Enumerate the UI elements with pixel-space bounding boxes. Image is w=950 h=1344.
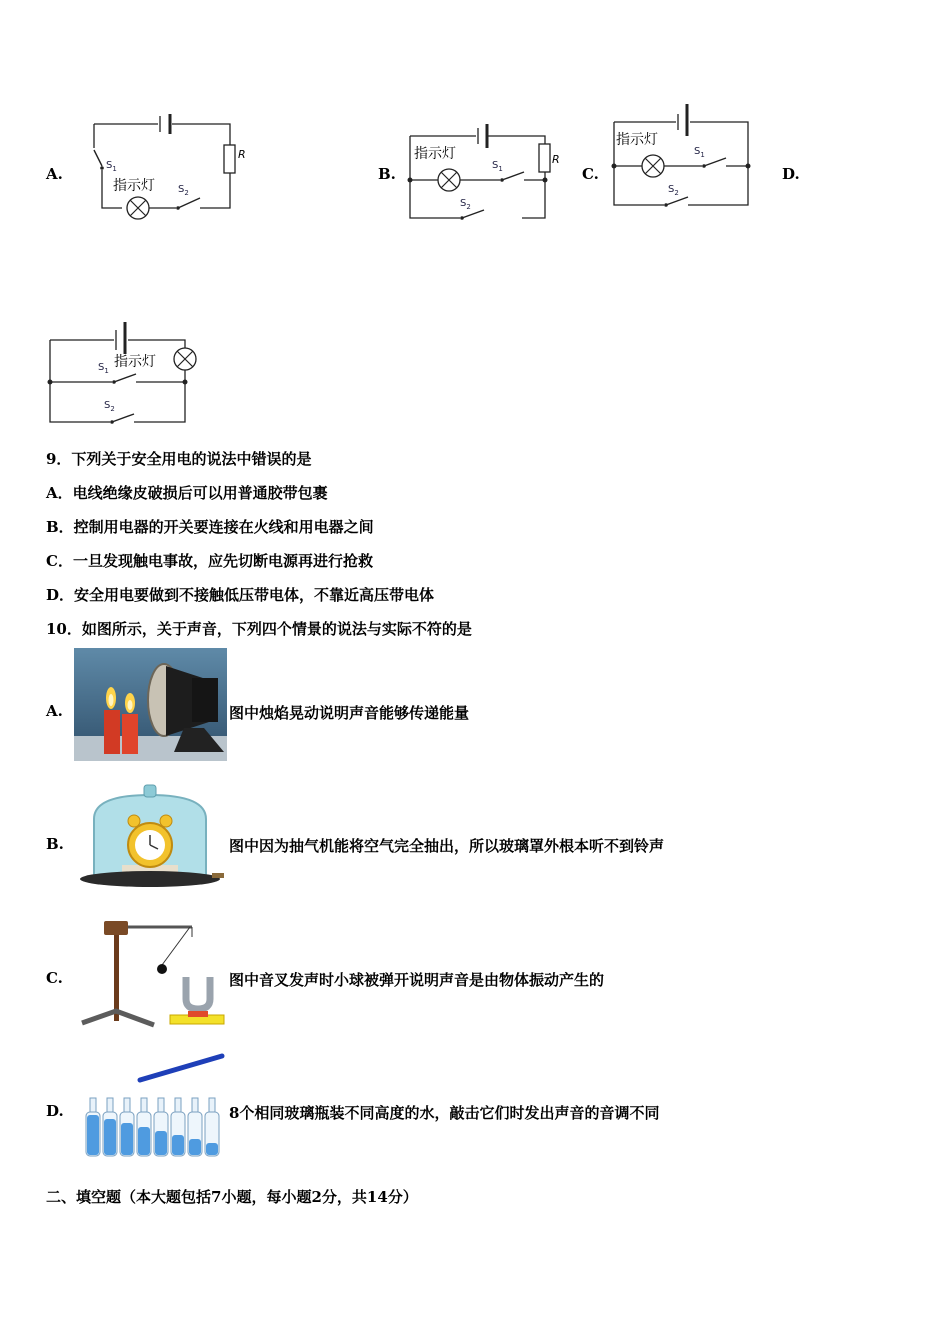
svg-text:S1: $S_1$ — [694, 146, 705, 159]
candles-speaker-image — [74, 648, 227, 761]
question-9-stem: 9．下列关于安全用电的说法中错误的是 — [46, 450, 312, 468]
question-10-option-c-text[interactable]: 图中音叉发声时小球被弹开说明声音是由物体振动产生的 — [229, 971, 605, 989]
svg-text:R: R — [552, 153, 560, 166]
question-10-option-b-label[interactable]: B. — [46, 835, 64, 853]
svg-text:指示灯: 指示灯 — [114, 354, 156, 370]
svg-text:S2: $S_2$ — [178, 184, 189, 197]
svg-text:R: R — [238, 148, 246, 161]
question-10-option-a-label[interactable]: A. — [46, 702, 63, 720]
question-10-option-c-label[interactable]: C. — [46, 969, 63, 987]
resistor-r — [539, 144, 550, 172]
section-2-title: 二、填空题（本大题包括7小题，每小题2分，共14分） — [46, 1188, 418, 1206]
switch-s2 — [666, 197, 688, 205]
svg-text:S2: $S_2$ — [668, 184, 679, 197]
svg-text:指示灯: 指示灯 — [414, 146, 456, 162]
switch-s2 — [178, 198, 200, 208]
circuit-diagram-c — [608, 100, 758, 215]
question-10-stem: 10．如图所示，关于声音，下列四个情景的说法与实际不符的是 — [46, 620, 472, 638]
question-10-option-b-text[interactable]: 图中因为抽气机能将空气完全抽出，所以玻璃罩外根本听不到铃声 — [229, 837, 665, 855]
svg-text:S1: $S_1$ — [98, 362, 109, 375]
question-9-option-b[interactable]: B．控制用电器的开关要连接在火线和用电器之间 — [46, 518, 374, 536]
circuit-diagram-b — [402, 118, 567, 228]
svg-text:S2: $S_2$ — [104, 400, 115, 413]
switch-s1 — [502, 172, 524, 180]
switch-s1 — [704, 158, 726, 166]
option-c-label[interactable]: C. — [582, 165, 599, 183]
option-b-label[interactable]: B. — [378, 165, 396, 183]
bell-jar-alarm-image — [74, 783, 227, 895]
switch-s2 — [112, 414, 134, 422]
svg-text:指示灯: 指示灯 — [113, 178, 155, 194]
switch-s2 — [462, 210, 484, 218]
question-9-option-c[interactable]: C．一旦发现触电事故，应先切断电源再进行抢救 — [46, 552, 373, 570]
switch-s1 — [94, 150, 102, 166]
switch-s1 — [114, 374, 136, 382]
svg-text:S2: $S_2$ — [460, 198, 471, 211]
circuit-diagram-d — [42, 318, 207, 428]
question-9-option-d[interactable]: D．安全用电要做到不接触低压带电体，不靠近高压带电体 — [46, 586, 435, 604]
question-10-option-d-label[interactable]: D. — [46, 1102, 64, 1120]
question-10-option-a-text[interactable]: 图中烛焰晃动说明声音能够传递能量 — [229, 704, 470, 722]
circuit-diagram-a — [80, 100, 250, 225]
svg-text:S1: $S_1$ — [106, 160, 117, 173]
resistor-r — [224, 145, 235, 173]
option-a-label[interactable]: A. — [46, 165, 63, 183]
svg-text:S1: $S_1$ — [492, 160, 503, 173]
option-d-label[interactable]: D. — [782, 165, 800, 183]
glass-bottles-image — [82, 1050, 227, 1162]
question-9-option-a[interactable]: A．电线绝缘皮破损后可以用普通胶带包裹 — [46, 484, 328, 502]
tuning-fork-pendulum-image — [74, 915, 227, 1029]
svg-text:指示灯: 指示灯 — [616, 132, 658, 148]
question-10-option-d-text[interactable]: 8个相同玻璃瓶装不同高度的水，敲击它们时发出声音的音调不同 — [229, 1104, 660, 1122]
